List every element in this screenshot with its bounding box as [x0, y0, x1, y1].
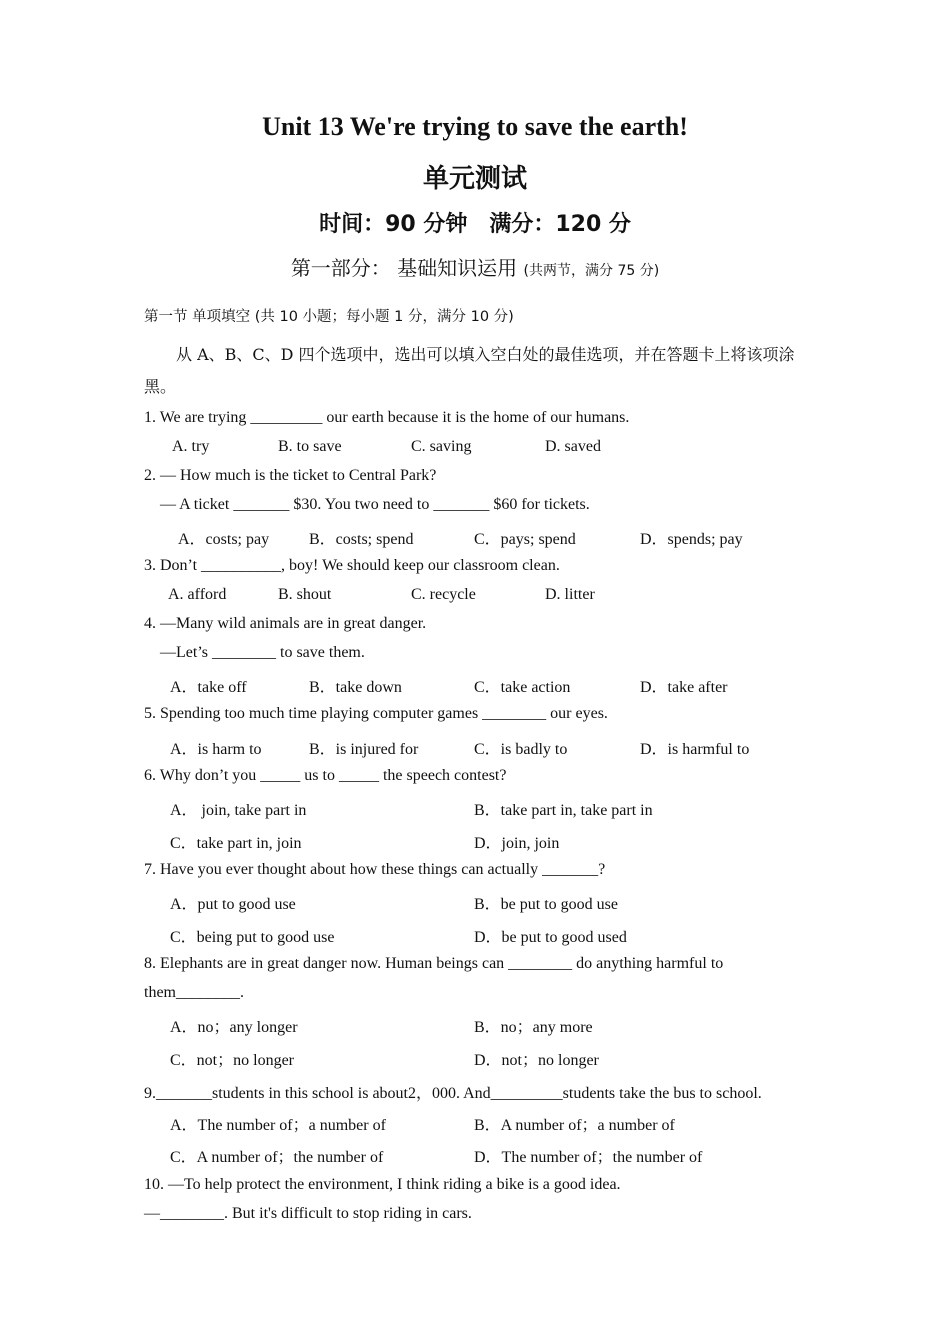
question-2: 2. — How much is the ticket to Central Park?	[144, 467, 437, 484]
q8-option-d: D．not；no longer	[474, 1052, 599, 1069]
q1-option-b: B. to save	[278, 438, 342, 455]
question-3: 3. Don’t __________, boy! We should keep our classroom clean.	[144, 557, 560, 574]
q8-option-c: C．not；no longer	[170, 1052, 294, 1069]
q1-option-d: D. saved	[545, 438, 601, 455]
question-4-line-2: —Let’s ________ to save them.	[160, 644, 365, 661]
q5-option-a: A．is harm to	[170, 741, 262, 758]
time-score-info: 时间：90 分钟 满分：120 分	[319, 212, 631, 237]
question-1: 1. We are trying _________ our earth because it is the home of our humans.	[144, 409, 630, 426]
q4-option-d: D．take after	[640, 679, 728, 696]
section-heading: 第一节 单项填空 (共 10 小题；每小题 1 分，满分 10 分)	[144, 309, 514, 325]
part-heading	[0, 252, 950, 281]
q7-option-d: D．be put to good used	[474, 929, 627, 946]
question-10: 10. —To help protect the environment, I think riding a bike is a good idea.	[144, 1176, 621, 1193]
q5-option-d: D．is harmful to	[640, 741, 750, 758]
question-4: 4. —Many wild animals are in great danger.	[144, 615, 427, 632]
q3-option-c: C. recycle	[411, 586, 476, 603]
q5-option-b: B．is injured for	[309, 741, 419, 758]
part-label: 第一部分： 基础知识运用	[290, 256, 518, 280]
instruction-text: 从 A、B、C、D 四个选项中，选出可以填入空白处的最佳选项，并在答题卡上将该项涂黑。	[144, 345, 795, 396]
q1-option-a: A. try	[172, 438, 210, 455]
q7-option-b: B．be put to good use	[474, 896, 618, 913]
q6-option-a: A． join, take part in	[170, 802, 307, 819]
q2-option-d: D．spends; pay	[640, 531, 743, 548]
question-6: 6. Why don’t you _____ us to _____ the speech contest?	[144, 767, 507, 784]
q6-option-b: B．take part in, take part in	[474, 802, 653, 819]
q6-option-d: D．join, join	[474, 835, 560, 852]
question-9: 9._______students in this school is about2，000. And_________students take the bus to school.	[144, 1085, 762, 1102]
question-5: 5. Spending too much time playing computer games ________ our eyes.	[144, 705, 608, 722]
q3-option-d: D. litter	[545, 586, 595, 603]
q4-option-b: B．take down	[309, 679, 402, 696]
q4-option-a: A．take off	[170, 679, 247, 696]
part-note: (共两节，满分 75 分)	[523, 263, 660, 279]
q8-option-a: A．no；any longer	[170, 1019, 298, 1036]
unit-title: Unit 13 We're trying to save the earth!	[262, 112, 688, 141]
q2-option-b: B．costs; spend	[309, 531, 414, 548]
question-7: 7. Have you ever thought about how these things can actually _______?	[144, 861, 606, 878]
q5-option-c: C．is badly to	[474, 741, 568, 758]
test-subtitle: 单元测试	[422, 164, 527, 194]
q7-option-a: A．put to good use	[170, 896, 296, 913]
question-10-line-2: —________. But it's difficult to stop riding in cars.	[144, 1205, 472, 1222]
question-8-line-2: them________.	[144, 984, 244, 1001]
q3-option-a: A. afford	[168, 586, 227, 603]
q9-option-c: C．A number of；the number of	[170, 1149, 384, 1166]
q6-option-c: C．take part in, join	[170, 835, 302, 852]
question-2-line-2: — A ticket _______ $30. You two need to _______ $60 for tickets.	[160, 496, 590, 513]
q9-option-d: D．The number of；the number of	[474, 1149, 703, 1166]
q2-option-a: A．costs; pay	[178, 531, 270, 548]
q2-option-c: C．pays; spend	[474, 531, 576, 548]
q3-option-b: B. shout	[278, 586, 332, 603]
q7-option-c: C．being put to good use	[170, 929, 335, 946]
q9-option-a: A．The number of；a number of	[170, 1117, 386, 1134]
question-8: 8. Elephants are in great danger now. Human beings can ________ do anything harmful to	[144, 955, 724, 972]
q4-option-c: C．take action	[474, 679, 571, 696]
q1-option-c: C. saving	[411, 438, 472, 455]
q9-option-b: B．A number of；a number of	[474, 1117, 675, 1134]
q8-option-b: B．no；any more	[474, 1019, 593, 1036]
